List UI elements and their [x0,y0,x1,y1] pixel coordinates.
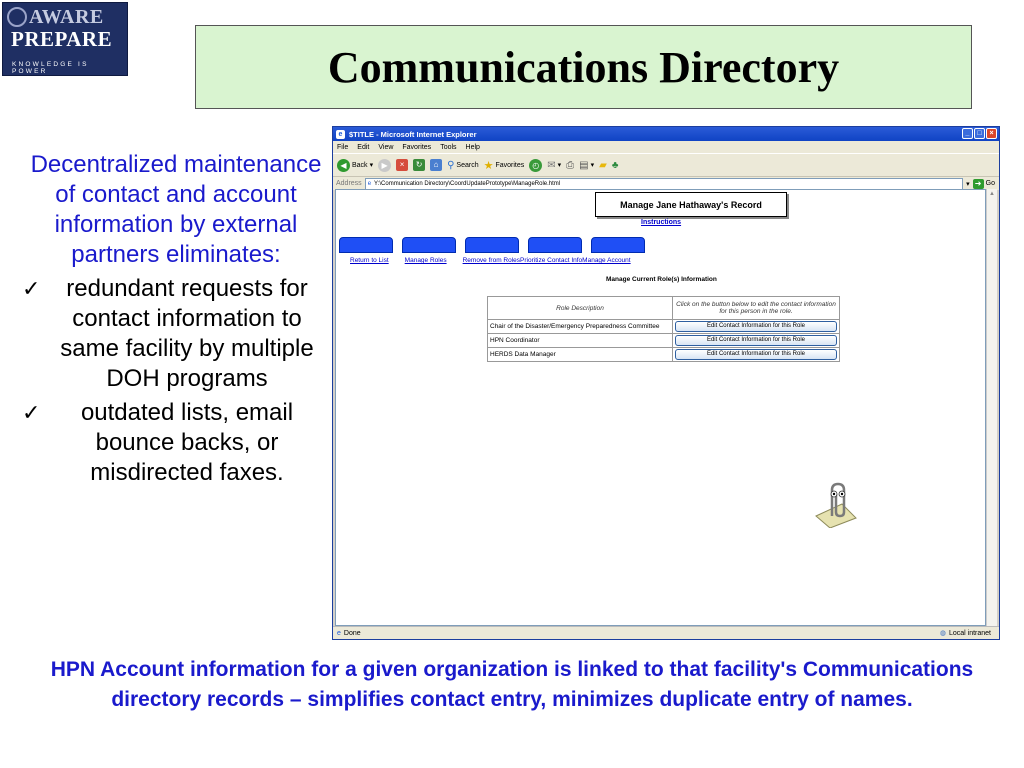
go-button[interactable] [973,179,999,189]
go-label: Go [985,180,995,187]
back-button[interactable] [337,159,373,172]
stop-button[interactable]: × [396,159,408,171]
refresh-button[interactable]: ↻ [413,159,425,171]
browser-window [332,126,1000,640]
table-row [488,334,840,348]
edit-contact-button[interactable]: Edit Contact Information for this Role [675,335,837,346]
go-arrow-icon: ➜ [973,179,984,189]
menu-edit[interactable]: Edit [357,143,370,151]
edit-button[interactable] [579,160,594,171]
logo-line2: PREPARE [11,27,113,51]
maximize-button[interactable]: □ [974,128,985,139]
nav-tab-prioritize[interactable] [528,237,582,253]
aware-prepare-logo [2,2,128,76]
favorites-button[interactable] [484,159,525,172]
forward-button[interactable]: ▶ [378,159,391,172]
window-controls [962,128,997,139]
role-action-cell [673,320,840,334]
chevron-down-icon: ▾ [557,162,562,169]
menu-bar [333,141,999,153]
home-button[interactable]: ⌂ [430,159,442,171]
messenger-icon[interactable]: ♣ [611,159,619,171]
office-assistant-clippy-icon[interactable] [812,480,860,528]
role-name: HERDS Data Manager [488,348,673,362]
nav-tab-remove-roles[interactable] [465,237,519,253]
nav-tab-return[interactable] [339,237,393,253]
mail-icon: ✉ [547,159,556,171]
zone-text: Local intranet [948,629,991,637]
role-name: Chair of the Disaster/Emergency Preparedness Committee [488,320,673,334]
role-action-cell [673,334,840,348]
edit-icon: ▤ [579,159,589,171]
scroll-up-arrow-icon[interactable]: ▲ [989,191,995,197]
table-header-row [488,297,840,320]
prioritize-contact-link[interactable]: Prioritize Contact Info [520,257,583,264]
bottom-caption: HPN Account information for a given organization is linked to that facility's Communications directory records – simplifies contact entry, minimizes duplicate entry of names. [50,658,974,711]
biohazard-icon [7,7,27,27]
address-dropdown-icon[interactable]: ▾ [966,180,970,188]
logo-tagline: KNOWLEDGE IS POWER [12,61,89,75]
back-arrow-icon: ◀ [337,159,350,172]
edit-contact-button[interactable]: Edit Contact Information for this Role [675,349,837,360]
address-bar [333,176,999,190]
search-icon: ⚲ [447,159,455,171]
return-to-list-link[interactable]: Return to List [350,257,389,264]
manage-account-link[interactable]: Manage Account [582,257,631,264]
star-icon: ★ [483,159,494,172]
search-button[interactable] [447,160,479,171]
intranet-icon: ◍ [939,630,946,637]
bullet-text: redundant requests for contact information to same facility by multiple DOH programs [60,275,314,392]
role-name: HPN Coordinator [488,334,673,348]
bullet-list [22,150,322,488]
address-input[interactable] [365,178,963,190]
remove-from-roles-link[interactable]: Remove from Roles [462,257,521,264]
table-row [488,348,840,362]
menu-view[interactable]: View [378,143,394,151]
back-label: Back [352,161,368,169]
browser-titlebar [333,127,999,141]
instructions-link[interactable]: Instructions [641,219,682,226]
bullet-item [22,274,322,394]
title-box [195,25,972,109]
status-text: Done [343,629,361,637]
menu-file[interactable]: File [337,143,349,151]
edit-contact-button[interactable]: Edit Contact Information for this Role [675,321,837,332]
bullet-item [22,398,322,488]
menu-help[interactable]: Help [465,143,480,151]
manage-roles-link[interactable]: Manage Roles [404,257,447,264]
browser-toolbar [333,153,999,176]
mail-button[interactable] [547,160,561,171]
minimize-button[interactable]: _ [962,128,973,139]
search-label: Search [456,161,479,169]
nav-tab-row [339,237,645,253]
history-button[interactable]: ◴ [529,159,542,172]
page-content [335,189,986,626]
nav-tab-manage-account[interactable] [591,237,645,253]
address-value: Y:\Communication Directory\CoordUpdatePrototype\ManageRole.html [374,180,561,187]
menu-tools[interactable]: Tools [440,143,457,151]
slide-title: Communications Directory [327,42,840,92]
favorites-label: Favorites [495,161,525,169]
status-zone [940,629,995,637]
bullet-intro: Decentralized maintenance of contact and account information by external partners eliminates: [30,151,322,268]
nav-links [350,257,631,264]
close-button[interactable]: × [986,128,997,139]
record-title: Manage Jane Hathaway's Record [620,199,762,210]
page-done-icon: e [337,629,341,637]
chevron-down-icon: ▾ [369,162,374,169]
header-edit-instructions: Click on the button below to edit the contact information for this person in the role. [673,297,840,320]
window-title: $TITLE - Microsoft Internet Explorer [349,129,477,139]
bullet-text: outdated lists, email bounce backs, or misdirected faxes. [80,399,294,486]
folder-icon[interactable]: ▰ [599,159,607,171]
section-title: Manage Current Role(s) Information [606,276,717,283]
ie-icon: e [336,130,345,139]
menu-favorites[interactable]: Favorites [402,143,432,151]
record-title-box [595,192,787,217]
status-left [337,630,940,637]
vertical-scrollbar[interactable] [986,189,997,626]
header-role-description: Role Description [488,297,673,320]
table-row [488,320,840,334]
status-bar [333,626,999,639]
print-button[interactable]: ⎙ [566,159,575,171]
checkmark-icon: ✓ [22,400,41,425]
page-icon: e [367,180,372,187]
logo-line1: AWARE [29,6,104,28]
role-action-cell [673,348,840,362]
checkmark-icon: ✓ [22,276,41,301]
nav-tab-manage-roles[interactable] [402,237,456,253]
roles-table [487,296,840,362]
address-label: Address [336,180,362,187]
chevron-down-icon: ▾ [590,162,595,169]
